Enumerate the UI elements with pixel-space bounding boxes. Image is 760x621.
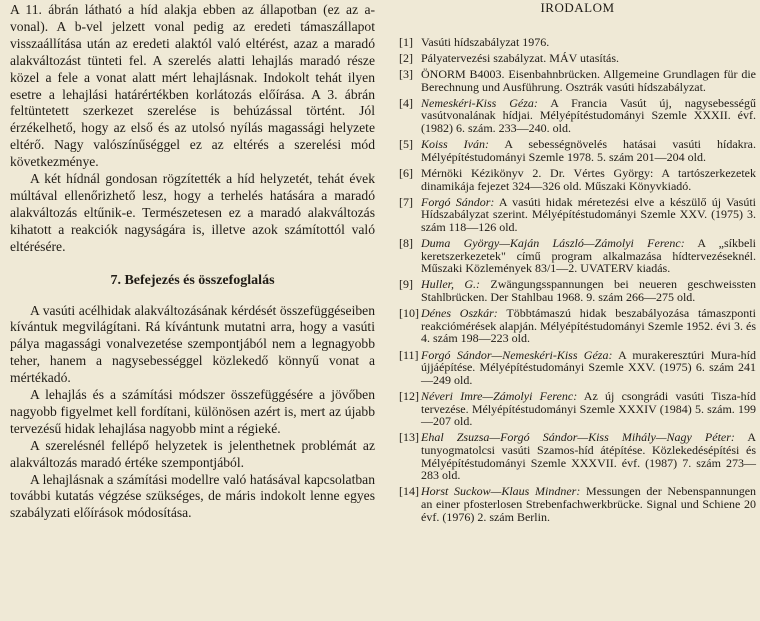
reference-item	[399, 167, 756, 192]
reference-text	[421, 196, 756, 234]
reference-number: [8]	[399, 236, 413, 251]
reference-text	[421, 97, 756, 135]
reference-text	[421, 138, 756, 163]
reference-number: [14]	[399, 484, 419, 499]
reference-item	[399, 52, 756, 65]
reference-number: [4]	[399, 95, 413, 110]
reference-text	[421, 68, 756, 93]
reference-number: [3]	[399, 66, 413, 81]
reference-item	[399, 390, 756, 428]
reference-list	[399, 36, 756, 524]
paragraph: A vasúti acélhidak alakváltozásának kérdését összefüggéseiben kívántuk megvilágítani. Rá kívántunk mutatni arra, hogy a vasúti pálya magassági vonalvezetése szempontjából nem a legnagyobb teher, hanem a nagysebességgel közlekedő könnyű vonat a mértékadó.	[10, 302, 375, 386]
reference-citation: A vasúti hidak méretezési elve a készülő új Vasúti Hídszabályzat szerint. Mélyépítéstudományi Szemle XXV. (1975) 3. szám 118—126 old.	[421, 194, 756, 234]
reference-number: [12]	[399, 388, 419, 403]
reference-citation: A murakeresztúri Mura-híd újjáépítése. Mélyépítéstudományi Szemle XXV. (1975) 6. szám 241—249 old.	[421, 347, 756, 387]
paragraph: A szerelésnél fellépő helyzetek is jelenthetnek problémát az alakváltozás maradó értéke szempontjából.	[10, 437, 375, 470]
reference-author: Forgó Sándor—Nemeskéri-Kiss Géza:	[421, 347, 613, 362]
reference-item	[399, 237, 756, 275]
reference-citation: Zwängungsspannungen bei neueren geschweissten Stahlbrücken. Der Stahlbau 1968. 9. szám 266—275 old.	[421, 277, 756, 305]
reference-author: Nemeskéri-Kiss Géza:	[421, 95, 538, 110]
reference-number: [9]	[399, 277, 413, 292]
reference-number: [10]	[399, 306, 419, 321]
reference-citation: Vasúti hídszabályzat 1976.	[421, 34, 550, 49]
reference-author: Duma György—Kaján László—Zámolyi Ferenc:	[421, 236, 685, 251]
reference-text	[421, 307, 756, 345]
reference-item	[399, 485, 756, 523]
reference-text	[421, 52, 756, 65]
reference-author: Koiss Iván:	[421, 137, 490, 152]
reference-number: [1]	[399, 34, 413, 49]
reference-text	[421, 167, 756, 192]
reference-citation: A Francia Vasút új, nagysebességű vasútvonalának hídjai. Mélyépítéstudományi Szemle XXXII. évf. (1982) 6. szám. 233—240. old.	[421, 95, 757, 135]
paragraph: A lehajlásnak a számítási modellre való hatásával kapcsolatban további kutatás végzése szükséges, de máris indokolt lenne egyes szabályzati előírások módosítása.	[10, 471, 375, 521]
section-heading: 7. Befejezés és összefoglalás	[110, 272, 275, 288]
reference-text	[421, 349, 756, 387]
reference-text	[421, 36, 756, 49]
reference-item	[399, 196, 756, 234]
references-column	[399, 2, 756, 621]
reference-item	[399, 307, 756, 345]
paragraph: A 11. ábrán látható a híd alakja ebben az állapotban (ez az a-vonal). A b-vel jelzett vonal pedig az eredeti támaszállapot visszaállítása után az eredeti alaktól való eltérést, azaz a maradó alakváltozást tünteti fel. A szerelés alatti lehajlás maradó része közel a fele a vonat alatt mért lehajlásnak. Indokolt tehát ilyen esetre a lehajlási határértékben korlátozás előírása. A 3. ábrán feltüntetett szerkezet szerelése is behúzással történt. Jól érzékelhető, hogy az első és az utolsó nyílás magassági helyzete eltérő. Nagy valószínűséggel ez az eltérés a szerelési mód következménye.	[10, 2, 375, 170]
reference-citation: ÖNORM B4003. Eisenbahnbrücken. Allgemeine Grundlagen für die Berechnung und Ausführung. Osztrák vasúti hídszabályzat.	[421, 66, 756, 94]
reference-text	[421, 485, 756, 523]
reference-citation: Messungen der Nebenspannungen an einer pfosterlosen Strebenfachwerkbrücke. Signal und Schiene 20 évf. (1976) 2. szám Berlin.	[421, 484, 757, 524]
reference-item	[399, 36, 756, 49]
reference-citation: Az új csongrádi vasúti Tisza-híd tervezése. Mélyépítéstudományi Szemle XXXIV (1984) 5. szám. 199—207 old.	[421, 388, 757, 429]
reference-author: Forgó Sándor:	[421, 194, 495, 209]
reference-number: [13]	[399, 430, 419, 445]
reference-number: [5]	[399, 137, 413, 152]
reference-item	[399, 278, 756, 303]
reference-number: [6]	[399, 165, 413, 180]
reference-number: [11]	[399, 347, 419, 362]
reference-item	[399, 138, 756, 163]
reference-citation: A „síkbeli keretszerkezetek" című program alkalmazása hídtervezéseknél. Műszaki Közlemények 83/1—2. UVATERV kiadás.	[421, 236, 756, 276]
reference-text	[421, 278, 756, 303]
references-heading: IRODALOM	[540, 0, 615, 15]
main-text-column	[10, 2, 375, 621]
reference-citation: A sebességnövelés hatásai vasúti hídakra. Mélyépítéstudományi Szemle 1978. 5. szám 201—204 old.	[421, 137, 756, 164]
paragraph: A két hídnál gondosan rögzítették a híd helyzetét, tehát évek múltával ellenőrizhető lesz, hogy a terhelés hatására a maradó alakváltozás eltűnik-e. Természetesen ez a maradó alakváltozás kihatott a reakciók nagyságára is, illetve azok számítottól való eltérésére.	[10, 171, 375, 254]
reference-number: [7]	[399, 194, 413, 209]
reference-author: Dénes Oszkár:	[421, 306, 498, 321]
reference-author: Néveri Imre—Zámolyi Ferenc:	[421, 388, 578, 403]
reference-item	[399, 431, 756, 481]
reference-citation: Pályatervezési szabályzat. MÁV utasítás.	[421, 50, 620, 65]
reference-author: Ehal Zsuzsa—Forgó Sándor—Kiss Mihály—Nagy Péter:	[421, 430, 735, 445]
reference-author: Horst Suckow—Klaus Mindner:	[421, 484, 581, 499]
reference-item	[399, 349, 756, 387]
reference-text	[421, 431, 756, 481]
reference-citation: Többtámaszú hidak beszabályozása támaszponti reakciómérések alapján. Mélyépítéstudományi Szemle 1952. évi 3. és 4. szám 198—223 old.	[421, 306, 756, 346]
reference-text	[421, 390, 756, 428]
reference-item	[399, 97, 756, 135]
reference-item	[399, 68, 756, 93]
reference-author: Huller, G.:	[421, 277, 481, 292]
reference-number: [2]	[399, 50, 413, 65]
paragraph: A lehajlás és a számítási módszer összefüggésére a jövőben nagyobb figyelmet kell fordítani, különösen azért is, mert az újabb tervezésű hidak lehajlása nagyobb mint a régieké.	[10, 387, 375, 436]
reference-citation: Mérnöki Kézikönyv 2. Dr. Vértes György: A tartószerkezetek dinamikája fejezet 324—326 old. Műszaki Könyvkiadó.	[421, 165, 756, 193]
reference-citation: A tunyogmatolcsi vasúti Szamos-híd átépítése. Közlekedésépítési és Mélyépítéstudományi Szemle XXXVII. évf. (1987) 7. szám 273—283 old.	[421, 430, 757, 483]
reference-text	[421, 237, 756, 275]
